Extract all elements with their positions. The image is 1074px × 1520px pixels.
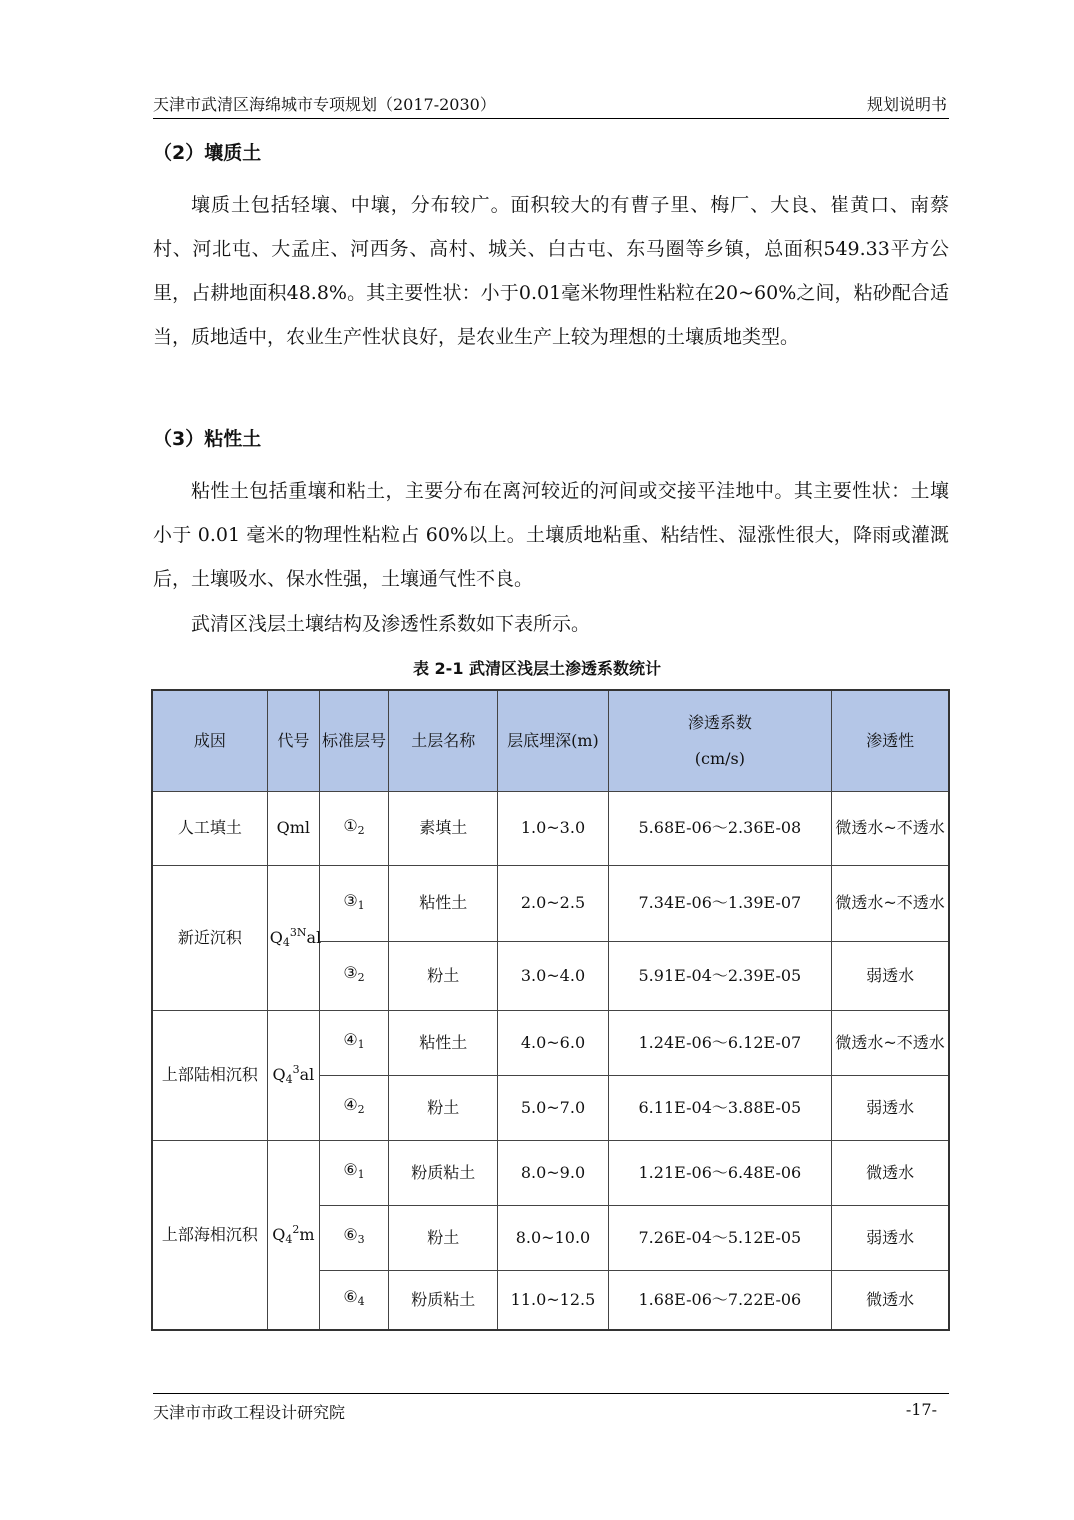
coef-cell: 7.26E-04～5.12E-05 xyxy=(608,1205,832,1270)
table-row xyxy=(152,865,949,941)
header-origin: 成因 xyxy=(152,690,267,791)
layer-cell: $①_2$ xyxy=(319,791,388,865)
header-soil-name: 土层名称 xyxy=(389,690,498,791)
permeability-cell: 弱透水 xyxy=(832,941,949,1010)
page-footer xyxy=(153,1393,949,1424)
header-depth: 层底埋深(m) xyxy=(498,690,608,791)
origin-cell: 新近沉积 xyxy=(152,865,267,1010)
origin-cell: 上部海相沉积 xyxy=(152,1140,267,1330)
coef-cell: 5.91E-04～2.39E-05 xyxy=(608,941,832,1010)
soil-name-cell: 素填土 xyxy=(389,791,498,865)
table-row xyxy=(152,1010,949,1075)
header-coef-label: 渗透系数 xyxy=(687,712,752,732)
header-title: 天津市武清区海绵城市专项规划（2017-2030） xyxy=(153,95,496,114)
soil-name-cell: 粉土 xyxy=(389,1205,498,1270)
depth-cell: 1.0~3.0 xyxy=(498,791,608,865)
section-heading-clay: （3）粘性土 xyxy=(153,428,262,450)
origin-cell: 上部陆相沉积 xyxy=(152,1010,267,1140)
coef-cell: 7.34E-06～1.39E-07 xyxy=(608,865,832,941)
code-cell: Qml xyxy=(267,791,319,865)
coef-cell: 5.68E-06～2.36E-08 xyxy=(608,791,832,865)
clay-paragraph: 粘性土包括重壤和粘土，主要分布在离河较近的河间或交接平洼地中。其主要性状：土壤小于 0.01 毫米的物理性粘粒占 60%以上。土壤质地粘重、粘结性、湿涨性很大，降雨或灌溉后，土壤吸水、保水性强，土壤通气性不良。 xyxy=(153,480,949,590)
permeability-cell: 微透水~不透水 xyxy=(832,791,949,865)
soil-name-cell: 粉土 xyxy=(389,1075,498,1140)
permeability-cell: 微透水 xyxy=(832,1270,949,1330)
permeability-table xyxy=(151,689,950,1331)
layer-cell: $③_2$ xyxy=(319,941,388,1010)
soil-name-cell: 粘性土 xyxy=(389,865,498,941)
coef-cell: 1.21E-06～6.48E-06 xyxy=(608,1140,832,1205)
soil-name-cell: 粘性土 xyxy=(389,1010,498,1075)
depth-cell: 8.0~9.0 xyxy=(498,1140,608,1205)
layer-cell: $④_1$ xyxy=(319,1010,388,1075)
permeability-cell: 弱透水 xyxy=(832,1205,949,1270)
depth-cell: 11.0~12.5 xyxy=(498,1270,608,1330)
permeability-cell: 微透水 xyxy=(832,1140,949,1205)
header-coef-unit: (cm/s) xyxy=(694,748,745,768)
table-caption: 表 2-1 武清区浅层土渗透系数统计 xyxy=(412,659,662,678)
origin-cell: 人工填土 xyxy=(152,791,267,865)
header-coef xyxy=(608,690,832,791)
footer-org: 天津市市政工程设计研究院 xyxy=(153,1403,346,1422)
header-code: 代号 xyxy=(267,690,319,791)
permeability-cell: 微透水~不透水 xyxy=(832,865,949,941)
code-cell: $Q_4^2m$ xyxy=(267,1140,319,1330)
layer-cell: $⑥_1$ xyxy=(319,1140,388,1205)
permeability-cell: 弱透水 xyxy=(832,1075,949,1140)
soil-name-cell: 粉土 xyxy=(389,941,498,1010)
code-cell: $Q_4^3al$ xyxy=(267,1010,319,1140)
loam-paragraph: 壤质土包括轻壤、中壤，分布较广。面积较大的有曹子里、梅厂、大良、崔黄口、南蔡村、河北屯、大孟庄、河西务、高村、城关、白古屯、东马圈等乡镇，总面积549.33平方公里，占耕地面积48.8%。其主要性状：小于0.01毫米物理性粘粒在20~60%之间，粘砂配合适当，质地适中，农业生产性状良好，是农业生产上较为理想的土壤质地类型。 xyxy=(153,194,949,348)
header-layer-no: 标准层号 xyxy=(319,690,388,791)
coef-cell: 1.24E-06～6.12E-07 xyxy=(608,1010,832,1075)
header-permeability: 渗透性 xyxy=(832,690,949,791)
section-heading-loam: （2）壤质土 xyxy=(153,142,262,164)
header-doc-type: 规划说明书 xyxy=(866,95,947,114)
depth-cell: 5.0~7.0 xyxy=(498,1075,608,1140)
table-row xyxy=(152,791,949,865)
depth-cell: 3.0~4.0 xyxy=(498,941,608,1010)
layer-cell: $③_1$ xyxy=(319,865,388,941)
depth-cell: 2.0~2.5 xyxy=(498,865,608,941)
page-header xyxy=(153,90,949,119)
table-header-row xyxy=(152,690,949,791)
code-cell: $Q_4^{3N}al$ xyxy=(267,865,319,1010)
depth-cell: 8.0~10.0 xyxy=(498,1205,608,1270)
layer-cell: $⑥_3$ xyxy=(319,1205,388,1270)
soil-name-cell: 粉质粘土 xyxy=(389,1140,498,1205)
permeability-cell: 微透水~不透水 xyxy=(832,1010,949,1075)
depth-cell: 4.0~6.0 xyxy=(498,1010,608,1075)
page-number: -17- xyxy=(905,1400,937,1419)
layer-cell: $⑥_4$ xyxy=(319,1270,388,1330)
soil-name-cell: 粉质粘土 xyxy=(389,1270,498,1330)
coef-cell: 1.68E-06～7.22E-06 xyxy=(608,1270,832,1330)
layer-cell: $④_2$ xyxy=(319,1075,388,1140)
coef-cell: 6.11E-04～3.88E-05 xyxy=(608,1075,832,1140)
table-row xyxy=(152,1140,949,1205)
table-intro: 武清区浅层土壤结构及渗透性系数如下表所示。 xyxy=(191,613,591,635)
